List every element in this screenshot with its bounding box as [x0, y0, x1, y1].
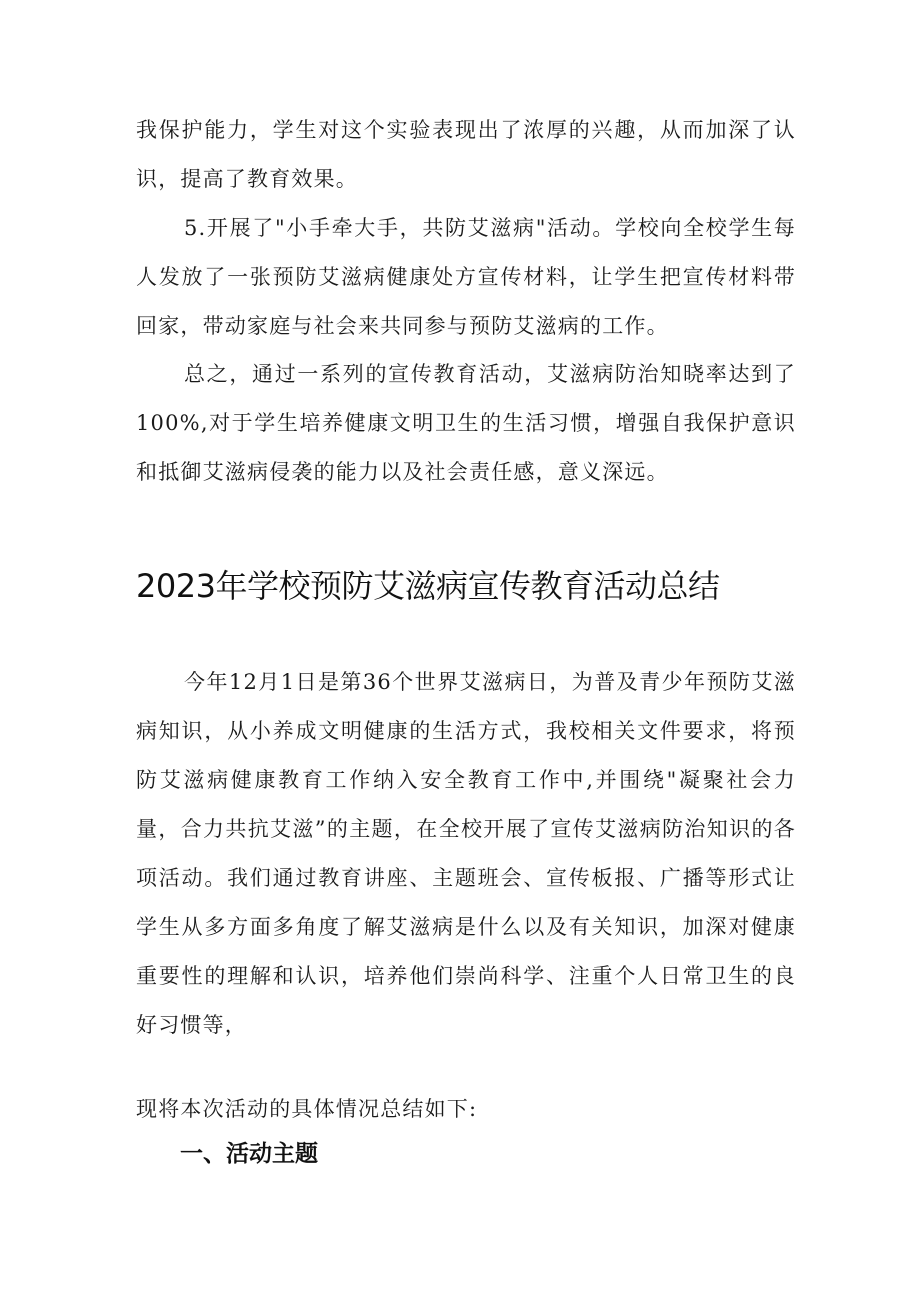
conclusion-text-start: 总之，通过一系列的宣传教育 — [184, 362, 479, 386]
paragraph-conclusion — [136, 350, 796, 497]
conclusion-text-end: 达到了100%,对于学生培养健康文明卫生的生活习惯，增强自我保护意识和抵御艾滋病侵袭的能力以及社会责任感，意义深远。 — [136, 362, 796, 484]
paragraph-activity-5: 5.开展了"小手牵大手，共防艾滋病"活动。学校向全校学生每人发放了一张预防艾滋病健康处方宣传材料，让学生把宣传材料带回家，带动家庭与社会来共同参与预防艾滋病的工作。 — [136, 216, 796, 338]
paragraph-continuation: 我保护能力，学生对这个实验表现出了浓厚的兴趣，从而加深了认识，提高了教育效果。 — [136, 118, 796, 191]
paragraph-summary-line: 现将本次活动的具体情况总结如下: — [136, 1097, 478, 1121]
paragraph-intro: 今年12月1日是第36个世界艾滋病日，为普及青少年预防艾滋病知识，从小养成文明健康的生活方式，我校相关文件要求，将预防艾滋病健康教育工作纳入安全教育工作中,并围绕"凝聚社会力量，合力共抗艾滋”的主题，在全校开展了宣传艾滋病防治知识的各项活动。我们通过教育讲座、主题班会、宣传板报、广播等形式让学生从多方面多角度了解艾滋病是什么以及有关知识，加深对健康重要性的理解和认识，培养他们崇尚科学、注重个人日常卫生的良好习惯等， — [136, 670, 796, 1037]
document-title: 2023年学校预防艾滋病宣传教育活动总结 — [136, 567, 720, 605]
conclusion-text-highlight: 活动，艾滋病防治知晓率 — [478, 362, 729, 386]
section-heading-theme: 一、活动主题 — [180, 1141, 318, 1167]
